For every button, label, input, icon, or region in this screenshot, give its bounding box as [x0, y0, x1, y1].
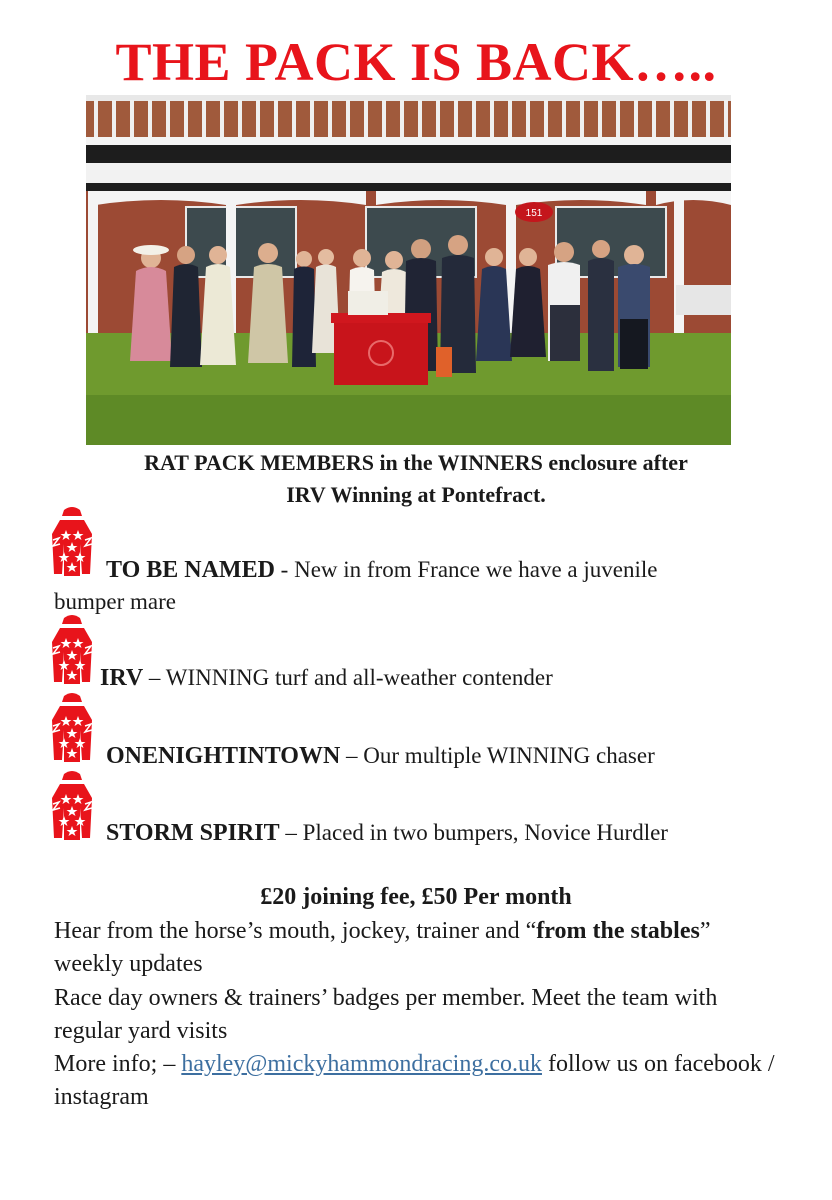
racing-silks-icon — [52, 692, 92, 762]
horse-description: Our multiple WINNING chaser — [363, 743, 655, 768]
enclosure-sign: 151 — [525, 208, 543, 219]
horse-entry: STORM SPIRIT – Placed in two bumpers, Novice Hurdler — [106, 820, 668, 846]
info-updates: Hear from the horse’s mouth, jockey, trainer and “from the stables” weekly updates — [54, 918, 711, 977]
info-contact: More info; – hayley@mickyhammondracing.co.uk follow us on facebook / instagram — [54, 1051, 775, 1110]
from-the-stables: from the stables — [536, 918, 700, 944]
email-link[interactable]: hayley@mickyhammondracing.co.uk — [181, 1051, 542, 1077]
page-title: THE PACK IS BACK….. — [115, 32, 717, 92]
horse-description: New in from France we have a juvenile — [294, 557, 658, 582]
horse-name: ONENIGHTINTOWN — [106, 743, 341, 769]
group-photo — [86, 95, 731, 445]
racing-silks-icon — [52, 614, 92, 684]
horse-entry: TO BE NAMED - New in from France we have a juvenile bumper mare — [54, 557, 658, 614]
info-badges: Race day owners & trainers’ badges per member. Meet the team with regular yard visits — [54, 985, 718, 1044]
horse-entry: ONENIGHTINTOWN – Our multiple WINNING chaser — [106, 743, 655, 769]
membership-fees: £20 joining fee, £50 Per month — [260, 884, 572, 910]
caption-line-2: IRV Winning at Pontefract. — [286, 482, 546, 507]
horse-name: IRV — [100, 665, 144, 691]
horse-description: Placed in two bumpers, Novice Hurdler — [302, 820, 668, 845]
horse-entry: IRV – WINNING turf and all-weather contender — [100, 665, 553, 691]
racing-silks-icon — [52, 770, 92, 840]
horse-description: WINNING turf and all-weather contender — [165, 665, 553, 690]
caption-line-1: RAT PACK MEMBERS in the WINNERS enclosure after — [144, 450, 688, 475]
horse-name: STORM SPIRIT — [106, 820, 280, 846]
horse-description-cont: bumper mare — [54, 589, 176, 614]
horse-name: TO BE NAMED — [106, 557, 275, 583]
photo-caption — [40, 447, 792, 511]
